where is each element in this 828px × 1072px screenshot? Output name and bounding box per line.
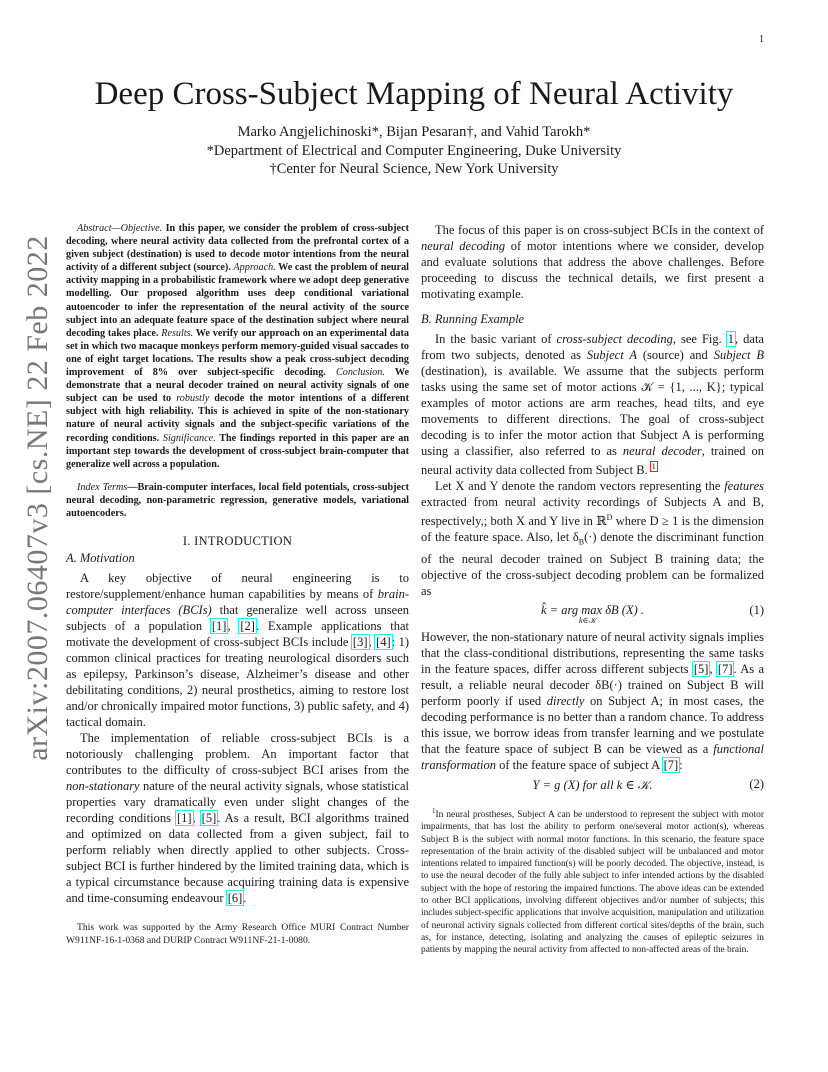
text: . As a result, a reliable neural decoder δB(·) trained on Subject B will perform poorly if used: [421, 661, 765, 708]
citation-link[interactable]: [1]: [211, 619, 227, 634]
superscript: D: [606, 513, 613, 523]
text: .: [243, 891, 247, 906]
abstract-approach-label: Approach.: [233, 262, 276, 274]
funding-note: This work was supported by the Army Research Office MURI Contract Number W911NF-16-1-0368 and DURIP Contract W911NF-21-1-0080.: [66, 922, 409, 946]
index-terms: [66, 481, 409, 520]
text: of the feature space of subject A: [496, 757, 663, 772]
text: nature of the neural activity signals, whose statistical properties vary dramatically even under slight changes of the recording conditions: [66, 779, 409, 826]
abstract-conclusion-label: Conclusion.: [335, 367, 385, 379]
left-column: [66, 222, 409, 947]
abstract-lead: Abstract—Objective.: [77, 223, 163, 234]
footnote-text: In neural prostheses, Subject A can be understood to represent the subject with motor impairments, that has lost the ability to perform one/several motor action(s), whereas Subject B is the subject with normal motor functions. In this scenario, the feature space representation of the brain activity of the disabled subject will be unbalanced and motor intentions related to impaired function(s) will be poorly decoded. The objective, instead, is to use the neural decoder of the fully able subject to infer intended actions by the disabled subject with the hope of restoring the impaired functions. The above ideas can be extended to other BCI applications, involving different objectives and/or number of subjects; this includes subject-specific applications that involve acquisition, manipulation and utilization of neuronal activity signals collected from different cortical sites/depths of the brain, such as, for instance, detecting, isolating and analyzing the causes of epileptic seizures in patients by mapping the neural activity from affected to non-affected areas of the brain.: [421, 809, 764, 956]
focus-paragraph: [421, 222, 764, 302]
text: : 1) common clinical practices for treating neurological disorders such as epilepsy, Parkinson’s disease, Alzheimer’s disease and other debilitating conditions, 2) neural prosthetics, aiming to restore lost and/or chronically impaired motor functions, 3) public safety, and 4) tactical domain.: [66, 635, 409, 730]
abstract-text: We cast the problem of neural activity mapping in a probabilistic framework where we adopt deep generative modelling. Our proposed algorithm uses deep conditional variational autoencoder to infer the representation of the neural activity of the source subject into an adequate feature space of the destination subject where neural decoding takes place.: [66, 262, 409, 339]
emphasis: directly: [546, 693, 585, 708]
motivation-paragraph: [66, 570, 409, 730]
author-list: Marko Angjelichinoski*, Bijan Pesaran†, and Vahid Tarokh*: [237, 124, 591, 140]
text: extracted from neural activity recordings of Subjects A and B, respectively,; both X and Y live in ℝ: [421, 495, 764, 529]
text: that generalize well across unseen subjects of a population: [66, 603, 410, 634]
abstract-emphasis: robustly: [176, 393, 210, 405]
affiliation-nyu: †Center for Neural Science, New York University: [269, 161, 559, 177]
text: , data from two subjects, denoted as: [421, 332, 764, 362]
text: The implementation of reliable cross-subject BCIs is a notoriously challenging problem. An important factor that contributes to the difficulty of cross-subject BCI arises from the: [66, 731, 409, 778]
however-paragraph: [421, 629, 764, 773]
text: ,: [227, 619, 240, 634]
emphasis: cross-subject decoding: [556, 332, 673, 346]
text: of motor intentions where we consider, develop and evaluate solutions that address the above challenges. Before proceeding to discuss the technical details, we first present a motivating example.: [421, 239, 764, 301]
subscript: B: [578, 537, 585, 547]
abstract-results-label: Results.: [161, 327, 194, 339]
right-column: [421, 222, 764, 957]
emphasis: Subject A: [586, 348, 637, 362]
citation-link[interactable]: [5]: [201, 811, 217, 826]
text: ,: [368, 635, 376, 650]
abstract-text: We demonstrate that a neural decoder trained on neural activity signals of one subject can be used to: [66, 367, 409, 405]
running-example-paragraph: [421, 331, 764, 478]
abstract-text: We verify our approach on an experimental data set in which two macaque monkeys perform memory-guided visual saccades to one of eight target locations. The results show a peak cross-subject decoding improvement of 8% over subject-specific decoding.: [66, 327, 409, 379]
index-terms-text: —Brain-computer interfaces, local field potentials, cross-subject neural decoding, non-parametric regression, generative models, variational autoencoders.: [66, 481, 409, 519]
citation-link[interactable]: [1]: [176, 811, 192, 826]
page-number: 1: [759, 34, 764, 45]
implementation-paragraph: [66, 730, 409, 906]
text: . As a result, BCI algorithms trained and optimized on data collected from a given subject, fail to perform reliably when directly applied to other subjects. Cross-subject BCI is further hindered by the limited training data, which is a typical circumstance because acquiring training data is expensive and time-consuming endeavour: [66, 811, 409, 906]
equation-1: [421, 601, 764, 627]
text: , trained on neural activity data collected from Subject B.: [421, 444, 764, 478]
text: However, the non-stationary nature of neural activity signals implies that the class-conditional distributions, representing the same tasks in the feature spaces, differ across different subjects: [421, 629, 764, 676]
equation-2: [421, 775, 764, 797]
index-terms-lead: Index Terms: [77, 481, 128, 493]
text: In the basic variant of: [435, 332, 557, 346]
text: . Example applications that motivate the development of cross-subject BCIs include: [66, 619, 410, 650]
text: (destination), is available. We assume that the subjects perform tasks using the same set of motor actions 𝒦 = {1, ..., K}; typical examples of motor actions are arm reaches, head tilts, and eye movements to different directions. The goal of cross-subject decoding is to infer the motor action that Subject A is performing using a classifier, also referred to as: [421, 364, 764, 458]
text: ,: [192, 811, 201, 826]
abstract: [66, 222, 409, 471]
affiliation-duke: *Department of Electrical and Computer Engineering, Duke University: [206, 142, 622, 159]
random-vectors-paragraph: [421, 478, 764, 599]
abstract-text: decode the motor intentions of a different subject with high reliability. This is achieved in spite of the non-stationary nature of neural activity signals and the subject-specific variations of the recording conditions.: [66, 393, 409, 444]
text: (source) and: [637, 348, 714, 362]
footnote-mark: 1: [432, 806, 436, 815]
emphasis: brain-computer interfaces (BCIs): [66, 587, 409, 618]
citation-link[interactable]: [2]: [240, 619, 255, 634]
citation-link[interactable]: [5]: [693, 661, 709, 676]
figure-link[interactable]: 1: [727, 332, 735, 346]
equation-2-body: Y = g (X) for all k ∈ 𝒦.: [532, 777, 653, 792]
subsection-heading-running-example: B. Running Example: [421, 312, 525, 326]
abstract-text: The findings reported in this paper are an important step towards the development of cross-subject brain-computer that generalize well across a population.: [66, 432, 409, 470]
emphasis: neural decoding: [421, 239, 506, 253]
paper-title: Deep Cross-Subject Mapping of Neural Activity: [94, 76, 734, 112]
text: on Subject A; in most cases, the decoding performance is no better than a random chance. To address this issue, we borrow ideas from transfer learning and we postulate that the feature space of subject B can be viewed as a: [421, 693, 765, 756]
text: A key objective of neural engineering is to restore/supplement/enhance human capabilities by means of: [66, 571, 409, 602]
author-block: [0, 123, 828, 179]
arxiv-identifier: arXiv:2007.06407v3 [cs.NE] 22 Feb 2022: [21, 235, 54, 761]
text: ,: [709, 661, 717, 676]
text: (·) denote the discriminant function of the neural decoder trained on Subject B training data; the objective of the cross-subject decoding problem can be formalized as: [421, 530, 764, 598]
citation-link[interactable]: [6]: [227, 891, 243, 906]
text: , see Fig.: [672, 332, 727, 346]
emphasis: neural decoder: [622, 444, 702, 458]
citation-link[interactable]: [7]: [663, 757, 679, 772]
citation-link[interactable]: [4]: [376, 635, 391, 650]
equation-1-body: k̂ = arg max δB (X) .: [541, 602, 644, 617]
emphasis: functional transformation: [421, 741, 764, 772]
text: The focus of this paper is on cross-subject BCIs in the context of: [435, 223, 764, 237]
emphasis: non-stationary: [66, 779, 140, 794]
text: Let X and Y denote the random vectors representing the: [435, 479, 725, 494]
citation-link[interactable]: [7]: [717, 661, 733, 676]
section-heading-introduction: I. INTRODUCTION: [182, 534, 293, 549]
footnote-link[interactable]: 1: [651, 462, 656, 471]
abstract-significance-label: Significance.: [162, 432, 216, 444]
abstract-text: In this paper, we consider the problem of cross-subject decoding, where neural activity data collected from the prefrontal cortex of a given subject (destination) is used to decode motor intentions from the neural activity of a different subject (source).: [66, 223, 409, 274]
arxiv-sidebar: [16, 235, 60, 761]
emphasis: Subject B: [713, 348, 765, 362]
footnote: [421, 805, 764, 957]
equation-1-subscript: k∈𝒦: [579, 615, 596, 625]
equation-1-number: (1): [749, 602, 764, 617]
citation-link[interactable]: [3]: [352, 635, 368, 650]
emphasis: features: [724, 479, 764, 494]
text: :: [679, 757, 683, 772]
subsection-heading-motivation: A. Motivation: [66, 551, 135, 566]
equation-2-number: (2): [749, 776, 764, 791]
text: where D ≥ 1 is the dimension of the feature space. Also, let δ: [421, 514, 764, 545]
